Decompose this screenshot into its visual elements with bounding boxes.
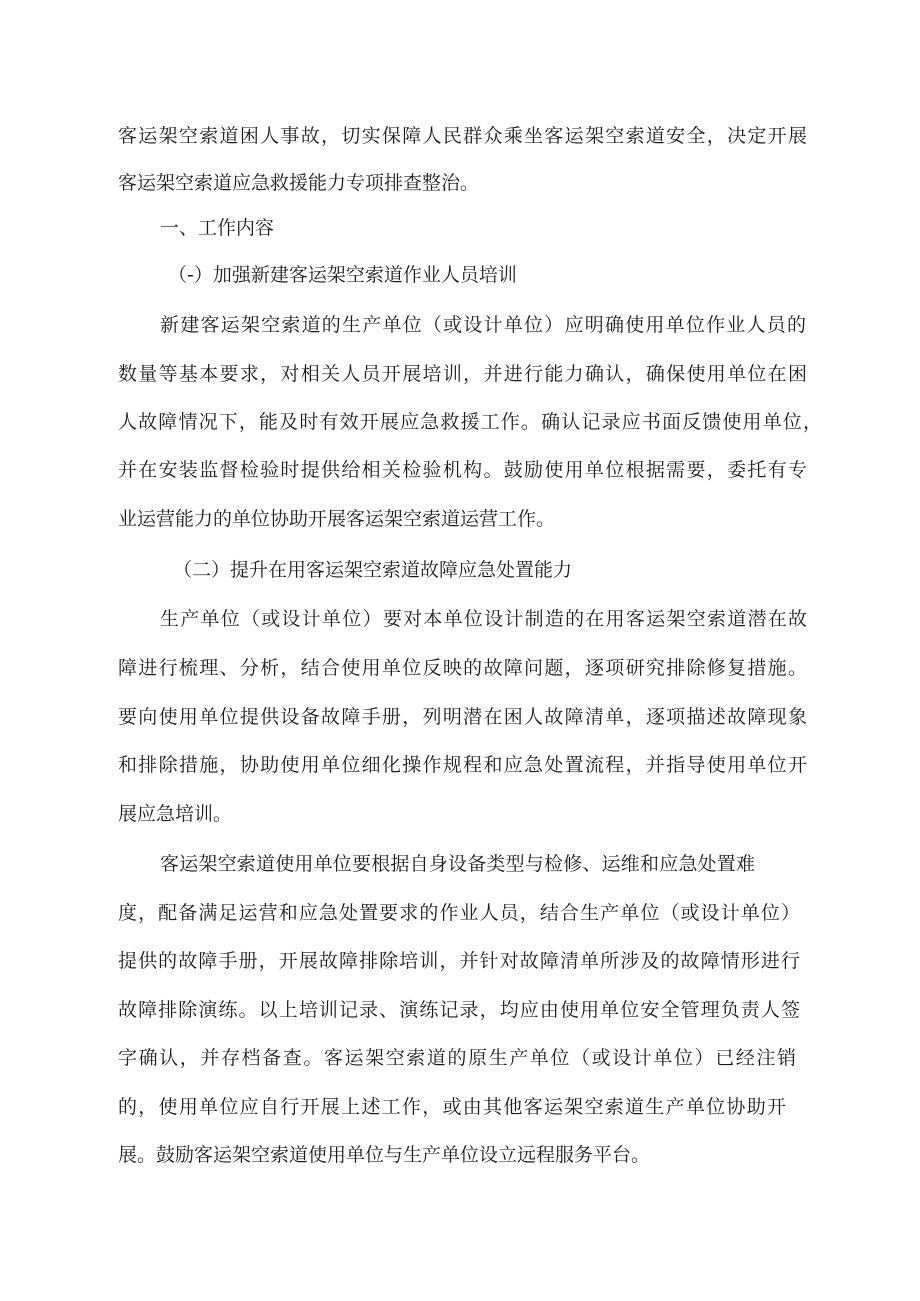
- paragraph-line: 业运营能力的单位协助开展客运架空索道运营工作。: [118, 508, 556, 530]
- intro-line-1: 客运架空索道困人事故，切实保障人民群众乘坐客运架空索道安全，决定开展: [118, 125, 807, 147]
- paragraph-line: 要向使用单位提供设备故障手册，列明潜在困人故障清单，逐项描述故障现象: [118, 706, 807, 728]
- paragraph-line: 并在安装监督检验时提供给相关检验机构。鼓励使用单位根据需要，委托有专: [118, 459, 807, 481]
- subsection-heading-1: （-）加强新建客运架空索道作业人员培训: [168, 264, 517, 286]
- paragraph-line: 新建客运架空索道的生产单位（或设计单位）应明确使用单位作业人员的: [160, 314, 806, 336]
- paragraph-line: 提供的故障手册，开展故障排除培训，并针对故障清单所涉及的故障情形进行: [118, 950, 800, 972]
- paragraph-line: 和排除措施，协助使用单位细化操作规程和应急处置流程，并指导使用单位开: [118, 754, 807, 776]
- paragraph-line: 展。鼓励客运架空索道使用单位与生产单位设立远程服务平台。: [118, 1144, 651, 1166]
- paragraph-line: 人故障情况下，能及时有效开展应急救援工作。确认记录应书面反馈使用单位，: [118, 411, 822, 433]
- paragraph-line: 字确认，并存档备查。客运架空索道的原生产单位（或设计单位）已经注销: [118, 1047, 796, 1069]
- paragraph-line: 度，配备满足运营和应急处置要求的作业人员，结合生产单位（或设计单位）: [118, 902, 800, 924]
- paragraph-line: 障进行梳理、分析，结合使用单位反映的故障问题，逐项研究排除修复措施。: [118, 657, 807, 679]
- paragraph-line: 数量等基本要求，对相关人员开展培训，并进行能力确认，确保使用单位在困: [118, 363, 807, 385]
- paragraph-line: 客运架空索道使用单位要根据自身设备类型与检修、运维和应急处置难: [160, 853, 755, 875]
- paragraph-line: 展应急培训。: [118, 803, 233, 825]
- paragraph-line: 的，使用单位应自行开展上述工作，或由其他客运架空索道生产单位协助开: [118, 1096, 786, 1118]
- paragraph-line: 生产单位（或设计单位）要对本单位设计制造的在用客运架空索道潜在故: [160, 608, 807, 630]
- section-heading-work-content: 一、工作内容: [160, 217, 275, 239]
- intro-line-2: 客运架空索道应急救援能力专项排查整治。: [118, 172, 480, 194]
- subsection-heading-2: （二）提升在用客运架空索道故障应急处置能力: [173, 559, 573, 581]
- paragraph-line: 故障排除演练。以上培训记录、演练记录，均应由使用单位安全管理负责人签: [118, 999, 800, 1021]
